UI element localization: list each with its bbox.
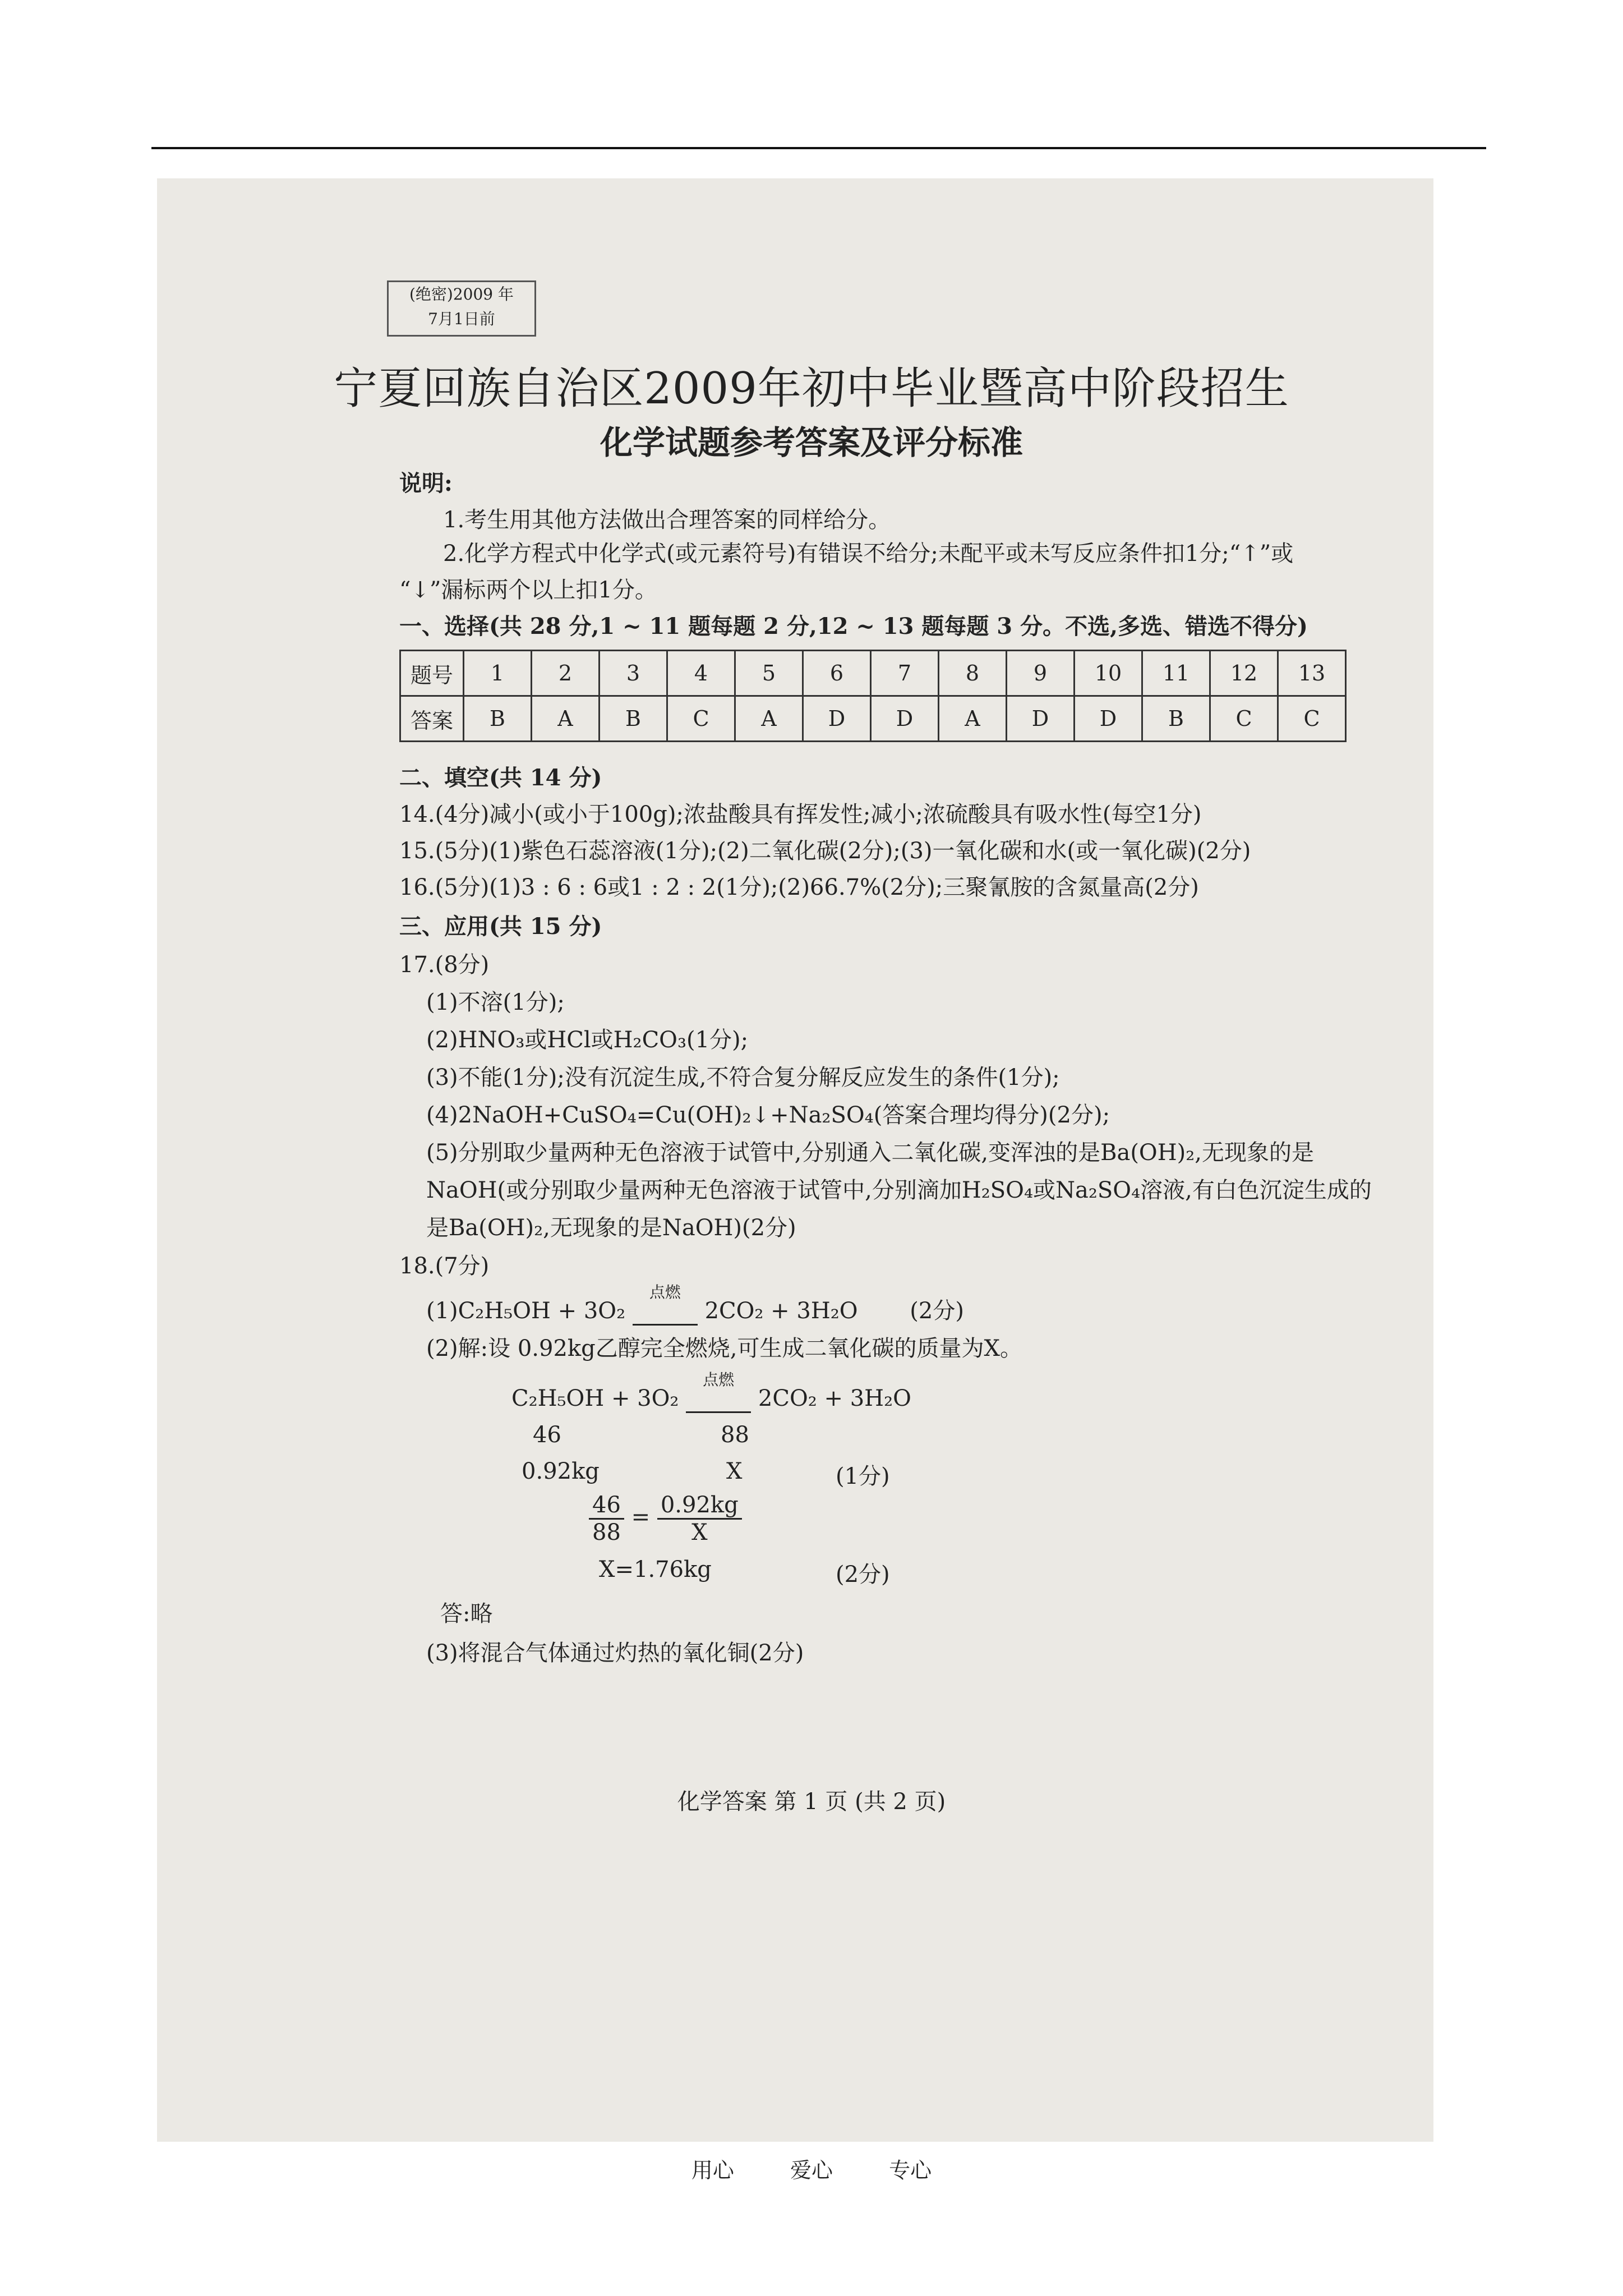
score: (1分) xyxy=(836,1464,890,1489)
table-cell: 6 xyxy=(803,651,871,696)
table-cell: 11 xyxy=(1142,651,1210,696)
answer-16: 16.(5分)(1)3 : 6 : 6或1 : 2 : 2(1分);(2)66.7%(2分);三聚氰胺的含氮量高(2分) xyxy=(399,875,1199,900)
table-cell: 10 xyxy=(1075,651,1142,696)
fraction xyxy=(589,1492,624,1545)
table-cell: D xyxy=(871,696,939,742)
numerator: 46 xyxy=(589,1492,624,1520)
table-cell: A xyxy=(532,696,600,742)
answer-15: 15.(5分)(1)紫色石蕊溶液(1分);(2)二氧化碳(2分);(3)一氧化碳和水(或一氧化碳)(2分) xyxy=(399,838,1251,864)
table-cell: 5 xyxy=(735,651,803,696)
answer-18-3: (3)将混合气体通过灼热的氧化铜(2分) xyxy=(426,1640,804,1666)
fraction xyxy=(657,1492,742,1545)
table-cell: 13 xyxy=(1278,651,1346,696)
slogan-word: 爱心 xyxy=(790,2158,833,2183)
equation-right: 2CO₂ + 3H₂O xyxy=(758,1386,911,1411)
answer-table xyxy=(399,650,1347,742)
table-cell: B xyxy=(464,696,532,742)
secret-line1: (绝密)2009 年 xyxy=(409,285,514,303)
slogan-word: 专心 xyxy=(889,2158,932,2183)
notes-label: 说明: xyxy=(399,470,453,496)
unknown-mass: X xyxy=(726,1458,743,1484)
solution-equation xyxy=(511,1370,911,1413)
condition-label: 点燃 xyxy=(649,1283,681,1301)
answer-17-1: (1)不溶(1分); xyxy=(426,990,565,1015)
table-cell: A xyxy=(735,696,803,742)
table-cell: C xyxy=(1278,696,1346,742)
note-2b: “↓”漏标两个以上扣1分。 xyxy=(399,577,657,603)
slogan xyxy=(0,2153,1623,2184)
table-cell: B xyxy=(1142,696,1210,742)
molar-mass-1: 46 xyxy=(533,1422,561,1448)
denominator: 88 xyxy=(592,1520,621,1545)
table-cell: 3 xyxy=(600,651,667,696)
answer-17-3: (3)不能(1分);没有沉淀生成,不符合复分解反应发生的条件(1分); xyxy=(426,1065,1060,1091)
answer-17-4: (4)2NaOH+CuSO₄=Cu(OH)₂↓+Na₂SO₄(答案合理均得分)(2分); xyxy=(426,1102,1110,1128)
answer-omitted: 答:略 xyxy=(440,1601,493,1627)
reaction-arrow xyxy=(686,1370,751,1413)
table-cell: D xyxy=(1075,696,1142,742)
answer-17-5b: NaOH(或分别取少量两种无色溶液于试管中,分别滴加H₂SO₄或Na₂SO₄溶液,有白色沉淀生成的 xyxy=(426,1177,1372,1203)
section2-heading: 二、填空(共 14 分) xyxy=(399,765,602,791)
numerator: 0.92kg xyxy=(657,1492,742,1520)
page-title: 宁夏回族自治区2009年初中毕业暨高中阶段招生 xyxy=(334,364,1289,414)
answer-17-5a: (5)分别取少量两种无色溶液于试管中,分别通入二氧化碳,变浑浊的是Ba(OH)₂,无现象的是 xyxy=(426,1140,1314,1166)
table-cell: C xyxy=(667,696,735,742)
answer-17-2: (2)HNO₃或HCl或H₂CO₃(1分); xyxy=(426,1027,749,1053)
answer-17-5c: 是Ba(OH)₂,无现象的是NaOH)(2分) xyxy=(426,1215,796,1241)
note-2a: 2.化学方程式中化学式(或元素符号)有错误不给分;未配平或未写反应条件扣1分;“↑”或 xyxy=(443,541,1294,567)
secret-line2: 7月1日前 xyxy=(428,310,495,328)
table-header-cell: 题号 xyxy=(400,651,464,696)
table-cell: B xyxy=(600,696,667,742)
answer-18-label: 18.(7分) xyxy=(399,1253,490,1279)
section1-heading: 一、选择(共 28 分,1 ~ 11 题每题 2 分,12 ~ 13 题每题 3 分。不选,多选、错选不得分) xyxy=(399,613,1308,639)
molar-mass-2: 88 xyxy=(721,1422,749,1448)
score: (2分) xyxy=(910,1298,964,1324)
equals-sign: = xyxy=(631,1504,651,1530)
note-1: 1.考生用其他方法做出合理答案的同样给分。 xyxy=(443,507,891,533)
table-cell: D xyxy=(803,696,871,742)
answer-18-2: (2)解:设 0.92kg乙醇完全燃烧,可生成二氧化碳的质量为X。 xyxy=(426,1336,1022,1361)
top-rule xyxy=(151,147,1486,149)
proportion xyxy=(589,1492,742,1545)
table-cell: 7 xyxy=(871,651,939,696)
table-row-answers xyxy=(400,696,1346,742)
table-cell: A xyxy=(939,696,1007,742)
equation-right: 2CO₂ + 3H₂O xyxy=(704,1298,858,1324)
reaction-arrow xyxy=(633,1283,698,1326)
equation-left: C₂H₅OH + 3O₂ xyxy=(511,1386,679,1411)
answer-18-1 xyxy=(426,1283,964,1326)
table-cell: 4 xyxy=(667,651,735,696)
table-header-cell: 答案 xyxy=(400,696,464,742)
given-mass: 0.92kg xyxy=(522,1458,600,1484)
slogan-word: 用心 xyxy=(691,2158,734,2183)
table-cell: 9 xyxy=(1007,651,1075,696)
section3-heading: 三、应用(共 15 分) xyxy=(399,913,602,940)
table-cell: 1 xyxy=(464,651,532,696)
page-subtitle: 化学试题参考答案及评分标准 xyxy=(600,424,1023,462)
denominator: X xyxy=(691,1520,708,1545)
answer-14: 14.(4分)减小(或小于100g);浓盐酸具有挥发性;减小;浓硫酸具有吸水性(每空1分) xyxy=(399,802,1202,827)
table-cell: C xyxy=(1210,696,1278,742)
answer-17-label: 17.(8分) xyxy=(399,952,490,978)
result: X=1.76kg xyxy=(599,1557,712,1582)
page-footer: 化学答案 第 1 页 (共 2 页) xyxy=(677,1789,946,1815)
condition-label: 点燃 xyxy=(703,1370,735,1389)
table-row-questions xyxy=(400,651,1346,696)
table-cell: 12 xyxy=(1210,651,1278,696)
table-cell: 8 xyxy=(939,651,1007,696)
table-cell: 2 xyxy=(532,651,600,696)
table-cell: D xyxy=(1007,696,1075,742)
secret-stamp xyxy=(387,280,536,337)
score: (2分) xyxy=(836,1562,890,1588)
equation-left: (1)C₂H₅OH + 3O₂ xyxy=(426,1298,626,1324)
